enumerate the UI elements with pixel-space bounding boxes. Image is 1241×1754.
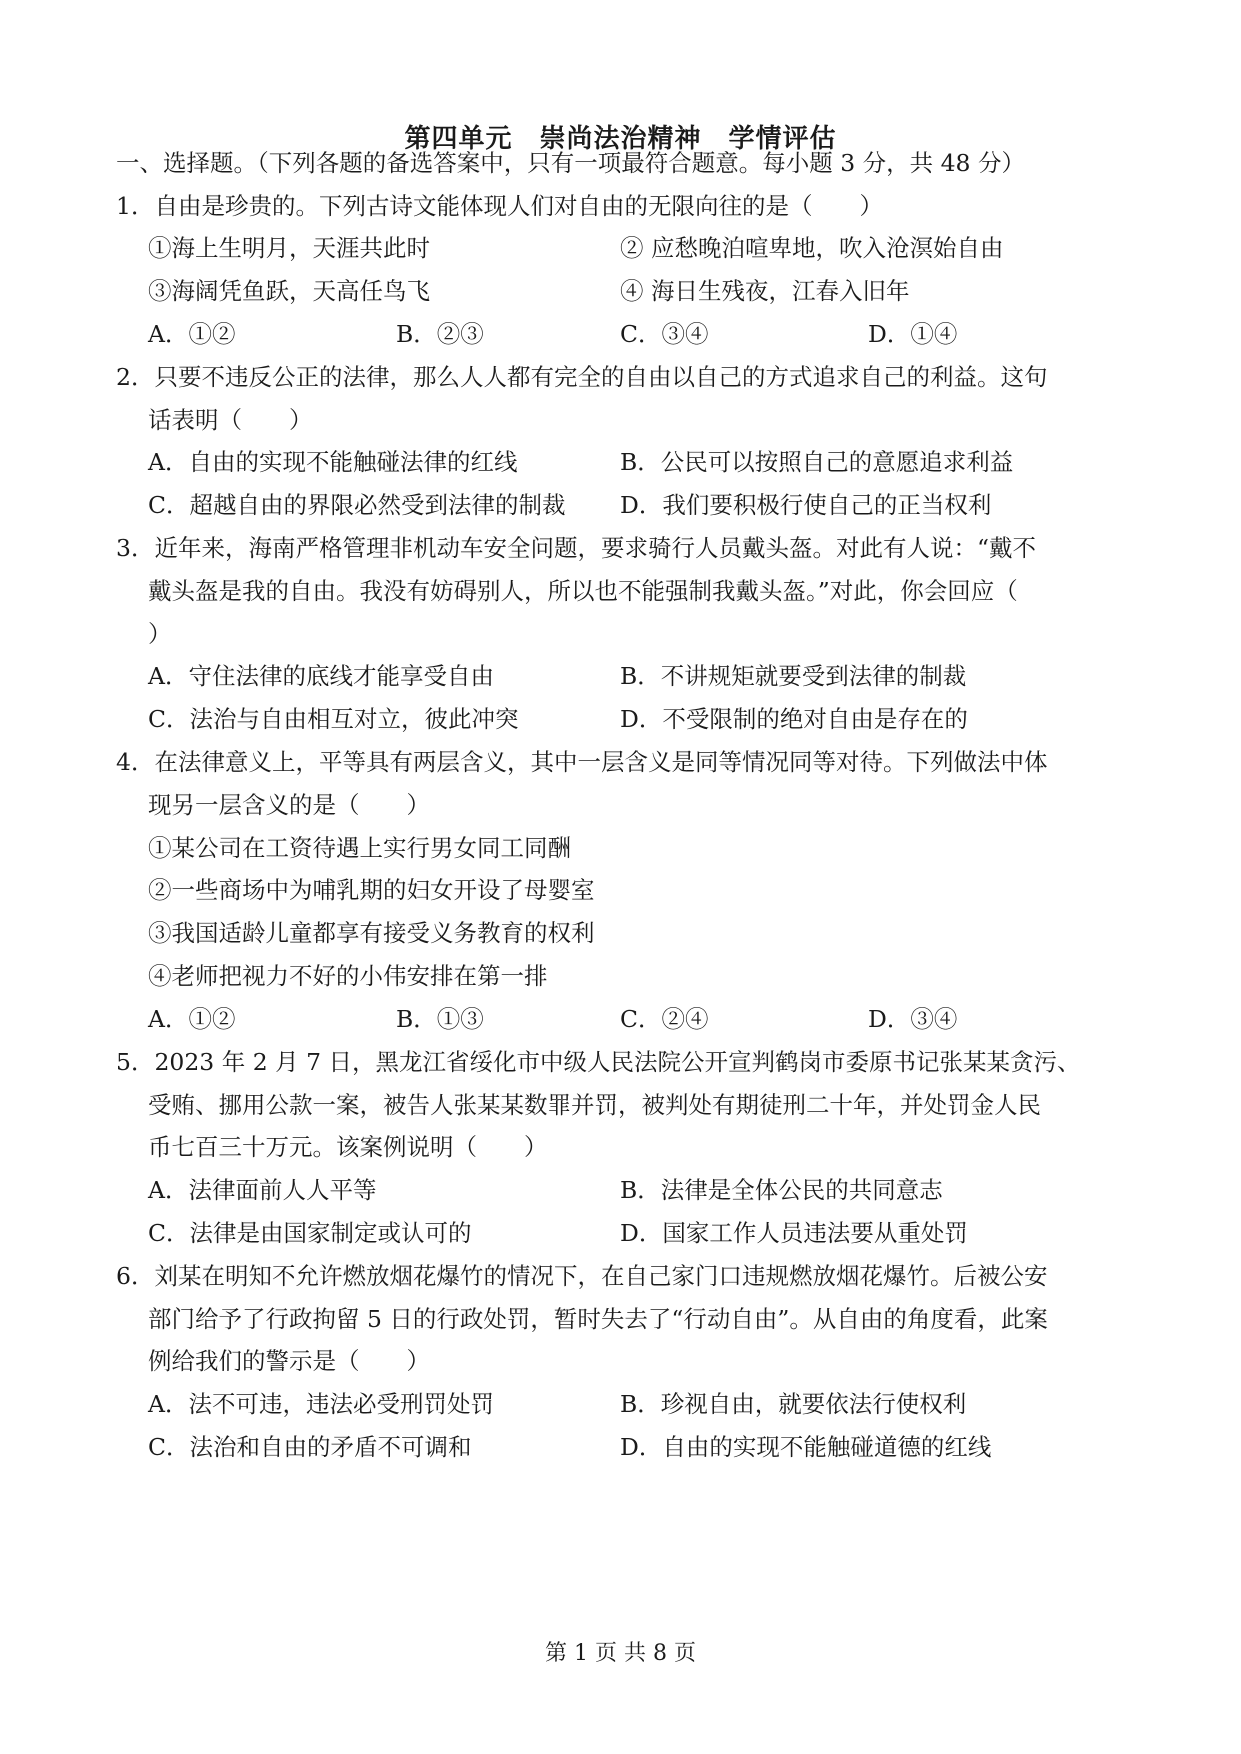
question-5-stem-line-2: 受贿、挪用公款一案，被告人张某某数罪并罚，被判处有期徒刑二十年，并处罚金人民 <box>148 1091 1041 1119</box>
question-5-option-a: A．法律面前人人平等 <box>148 1176 377 1204</box>
question-4-option-c: C．②④ <box>620 1005 709 1033</box>
question-6-stem-line-2: 部门给予了行政拘留 5 日的行政处罚，暂时失去了“行动自由”。从自由的角度看，此案 <box>148 1305 1048 1333</box>
question-3-option-c: C．法治与自由相互对立，彼此冲突 <box>148 705 519 733</box>
question-4-stem-line-2: 现另一层含义的是（ ） <box>148 791 430 819</box>
question-2-option-c: C．超越自由的界限必然受到法律的制裁 <box>148 491 566 519</box>
question-4-option-a: A．①② <box>148 1005 236 1033</box>
question-5-option-d: D．国家工作人员违法要从重处罚 <box>620 1219 968 1247</box>
question-1-statement-2: ② 应愁晚泊喧卑地，吹入沧溟始自由 <box>620 234 1004 262</box>
question-3-option-a: A．守住法律的底线才能享受自由 <box>148 662 494 690</box>
question-6-option-c: C．法治和自由的矛盾不可调和 <box>148 1433 472 1461</box>
page-title: 第四单元 崇尚法治精神 学情评估 <box>404 124 837 154</box>
question-2-stem-line-1: 2．只要不违反公正的法律，那么人人都有完全的自由以自己的方式追求自己的利益。这句 <box>116 363 1048 391</box>
question-5-stem-line-3: 币七百三十万元。该案例说明（ ） <box>148 1133 548 1161</box>
question-4-statement-3: ③我国适龄儿童都享有接受义务教育的权利 <box>148 919 595 947</box>
question-4-stem-line-1: 4．在法律意义上，平等具有两层含义，其中一层含义是同等情况同等对待。下列做法中体 <box>116 748 1048 776</box>
question-3-stem-line-1: 3．近年来，海南严格管理非机动车安全问题，要求骑行人员戴头盔。对此有人说：“戴不 <box>116 534 1036 562</box>
question-1-option-b: B．②③ <box>396 320 484 348</box>
question-2-option-b: B．公民可以按照自己的意愿追求利益 <box>620 448 1014 476</box>
question-4-statement-4: ④老师把视力不好的小伟安排在第一排 <box>148 962 548 990</box>
question-4-option-b: B．①③ <box>396 1005 484 1033</box>
question-2-option-d: D．我们要积极行使自己的正当权利 <box>620 491 992 519</box>
question-1-option-d: D．①④ <box>868 320 958 348</box>
question-1-statement-4: ④ 海日生残夜，江春入旧年 <box>620 277 910 305</box>
question-6-option-d: D．自由的实现不能触碰道德的红线 <box>620 1433 992 1461</box>
question-6-stem-line-3: 例给我们的警示是（ ） <box>148 1347 430 1375</box>
question-1-statement-3: ③海阔凭鱼跃，天高任鸟飞 <box>148 277 430 305</box>
question-1-stem: 1．自由是珍贵的。下列古诗文能体现人们对自由的无限向往的是（ ） <box>116 192 883 220</box>
question-6-option-b: B．珍视自由，就要依法行使权利 <box>620 1390 967 1418</box>
question-6-option-a: A．法不可违，违法必受刑罚处罚 <box>148 1390 494 1418</box>
question-3-stem-line-2: 戴头盔是我的自由。我没有妨碍别人，所以也不能强制我戴头盔。”对此，你会回应（ <box>148 577 1018 605</box>
question-3-option-d: D．不受限制的绝对自由是存在的 <box>620 705 968 733</box>
question-2-option-a: A．自由的实现不能触碰法律的红线 <box>148 448 518 476</box>
question-3-option-b: B．不讲规矩就要受到法律的制裁 <box>620 662 967 690</box>
question-6-stem-line-1: 6．刘某在明知不允许燃放烟花爆竹的情况下，在自己家门口违规燃放烟花爆竹。后被公安 <box>116 1262 1048 1290</box>
section-heading: 一、选择题。（下列各题的备选答案中，只有一项最符合题意。每小题 3 分，共 48 分） <box>116 149 1025 177</box>
question-4-statement-2: ②一些商场中为哺乳期的妇女开设了母婴室 <box>148 876 595 904</box>
question-5-option-c: C．法律是由国家制定或认可的 <box>148 1219 472 1247</box>
question-2-stem-line-2: 话表明（ ） <box>148 406 313 434</box>
question-4-statement-1: ①某公司在工资待遇上实行男女同工同酬 <box>148 834 571 862</box>
question-5-stem-line-1: 5．2023 年 2 月 7 日，黑龙江省绥化市中级人民法院公开宣判鹤岗市委原书记张某某贪污、 <box>116 1048 1081 1076</box>
question-1-statement-1: ①海上生明月，天涯共此时 <box>148 234 430 262</box>
question-1-option-a: A．①② <box>148 320 236 348</box>
page-number-footer: 第 1 页 共 8 页 <box>545 1641 696 1666</box>
question-3-stem-line-3: ） <box>148 620 172 648</box>
question-5-option-b: B．法律是全体公民的共同意志 <box>620 1176 943 1204</box>
question-4-option-d: D．③④ <box>868 1005 958 1033</box>
question-1-option-c: C．③④ <box>620 320 709 348</box>
